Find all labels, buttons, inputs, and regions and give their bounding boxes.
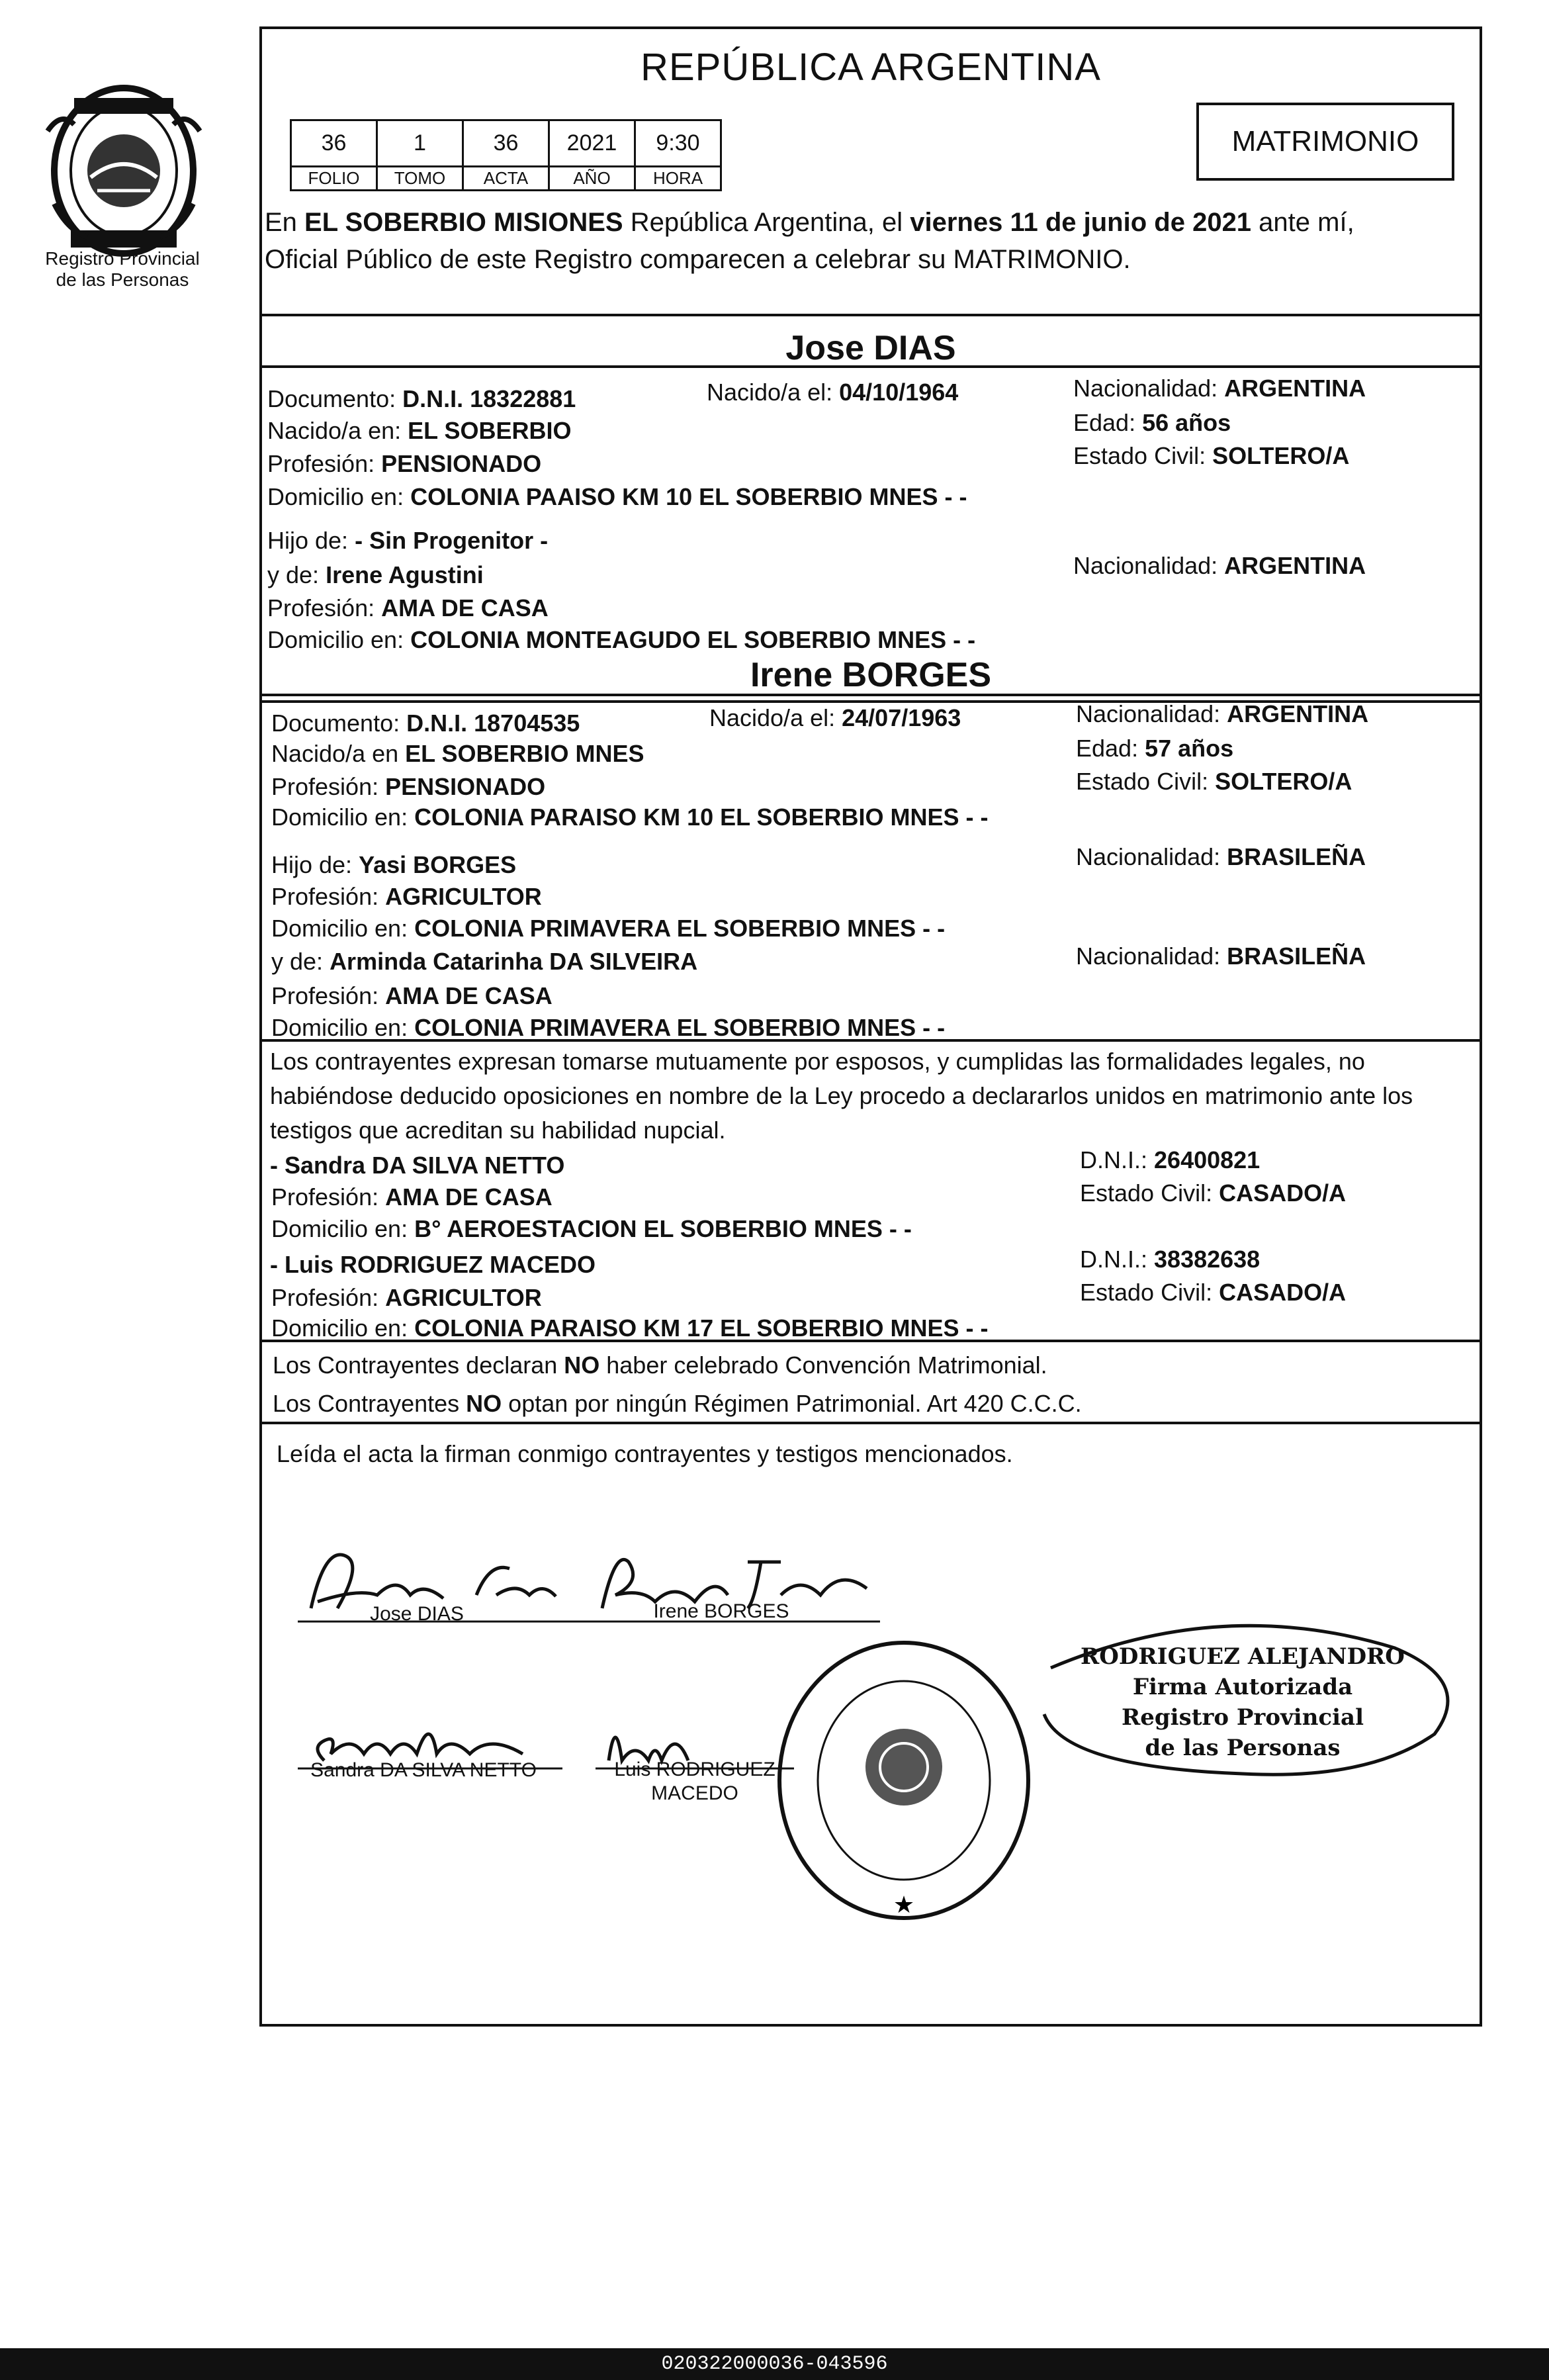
regime-line2 [273,1390,1082,1418]
label: Profesión: [271,982,379,1009]
round-official-stamp-icon [772,1635,1036,1926]
label: Nacido/a el: [709,704,836,731]
spouse2-mother-profession [271,982,553,1010]
spouse1-name: Jose DIAS [785,329,956,367]
label: Domicilio en: [271,803,408,831]
label: Domicilio en: [271,1215,408,1242]
spouse2-age [1076,735,1233,762]
intro-text-part: En [265,208,305,237]
spouse2-father [271,851,516,879]
value: 24/07/1963 [842,704,961,731]
spouse2-father-address [271,915,945,942]
folio-table [290,119,722,191]
text: Los Contrayentes [273,1390,466,1417]
acta-value: 36 [463,120,549,167]
spouse1-birthplace [267,417,572,445]
spouse1-mother-address [267,626,975,654]
value: D.N.I. 18704535 [406,709,580,737]
value: AMA DE CASA [385,982,553,1009]
regime-line1 [273,1351,1047,1379]
declaration-text: Los contrayentes expresan tomarse mutuamente por esposos, y cumplidas las formalidades legales, no habiéndose deducido oposiciones en nombre de la Ley procedo a declararlos unidos en matrimonio ante los testigos que acreditan su habilidad nupcial. [270,1048,1413,1144]
label: D.N.I.: [1080,1146,1148,1173]
value: Irene Agustini [326,561,484,588]
spouse2-profession [271,773,545,801]
intro-text-part: República Argentina, el [623,208,910,237]
divider [259,314,1482,316]
label: Nacido/a el: [707,379,833,406]
value: SOLTERO/A [1215,768,1352,795]
label: Nacido/a en: [267,417,402,444]
value: BRASILEÑA [1227,843,1366,870]
value: AGRICULTOR [385,1284,542,1311]
intro-text-part: ante mí, [1251,208,1354,237]
label: D.N.I.: [1080,1246,1148,1273]
spouse1-mother-nationality [1073,552,1366,580]
stamp-line: RODRIGUEZ ALEJANDRO [1081,1643,1405,1670]
spouse2-mother-address [271,1014,945,1042]
label: Profesión: [267,450,375,477]
stamp-line: Registro Provincial [1122,1704,1364,1731]
label: Domicilio en: [271,1314,408,1342]
value: COLONIA PRIMAVERA EL SOBERBIO MNES - - [414,1014,946,1041]
value: COLONIA PRIMAVERA EL SOBERBIO MNES - - [414,915,946,942]
spouse2-civil-status [1076,768,1352,796]
witness1-civil-status [1080,1179,1346,1207]
value: SOLTERO/A [1212,442,1350,469]
label-line: MACEDO [651,1782,738,1804]
label: Edad: [1073,409,1136,436]
closing-text: Leída el acta la firman conmigo contrayentes y testigos mencionados. [277,1440,1013,1467]
value: COLONIA PARAISO KM 17 EL SOBERBIO MNES - - [414,1314,989,1342]
label: Nacionalidad: [1076,700,1221,727]
label: Profesión: [267,594,375,621]
label: Edad: [1076,735,1139,762]
stamp-line: de las Personas [1145,1735,1341,1761]
value: B° AEROESTACION EL SOBERBIO MNES - - [414,1215,912,1242]
witness1-dni [1080,1146,1260,1174]
document-type-box: MATRIMONIO [1196,103,1454,181]
provincial-seal-icon [34,71,213,263]
value: Arminda Catarinha DA SILVEIRA [330,948,698,975]
spouse1-address [267,483,967,511]
text-bold: NO [466,1390,502,1417]
spouse2-birthplace [271,740,644,768]
label: Documento: [267,385,396,412]
spouse2-father-profession [271,883,542,911]
label: y de: [267,561,320,588]
label: Estado Civil: [1073,442,1206,469]
divider [259,1422,1482,1424]
value: 56 años [1142,409,1231,436]
value: COLONIA PAAISO KM 10 EL SOBERBIO MNES - - [410,483,967,510]
footer-code: 020322000036-043596 [0,2348,1549,2380]
witness2-name [270,1251,596,1279]
spouse1-birth [707,379,958,406]
stamp-line: Firma Autorizada [1132,1674,1353,1700]
label: Nacido/a en [271,740,399,767]
value: ARGENTINA [1224,552,1366,579]
label: y de: [271,948,324,975]
label: Documento: [271,709,400,737]
spouse1-age [1073,409,1231,437]
value: D.N.I. 18322881 [402,385,576,412]
spouse1-civil-status [1073,442,1349,470]
intro-place: EL SOBERBIO MISIONES [304,208,623,237]
value: COLONIA PARAISO KM 10 EL SOBERBIO MNES - - [414,803,989,831]
spouse2-mother-nationality [1076,942,1366,970]
tomo-label: TOMO [377,167,463,191]
label: Estado Civil: [1076,768,1209,795]
witness2-address [271,1314,989,1342]
label: Profesión: [271,1183,379,1211]
label: Domicilio en: [271,1014,408,1041]
spouse1-mother [267,561,484,589]
text: Los Contrayentes declaran [273,1351,564,1379]
label: Nacionalidad: [1076,843,1221,870]
value: AMA DE CASA [381,594,549,621]
spouse2-nationality [1076,700,1368,728]
svg-text:★: ★ [893,1892,915,1919]
label: Profesión: [271,883,379,910]
spouse1-nationality [1073,375,1366,402]
witness1-address [271,1215,912,1243]
value: PENSIONADO [381,450,542,477]
label: Nacionalidad: [1076,942,1221,970]
spouse1-document [267,385,576,413]
spouse1-profession [267,450,541,478]
official-stamp-text [1071,1641,1415,1763]
value: CASADO/A [1219,1279,1347,1306]
witness2-civil-status [1080,1279,1346,1306]
spouse2-father-nationality [1076,843,1366,871]
spouse2-document [271,709,580,737]
label: Hijo de: [267,527,349,554]
witness2-dni [1080,1246,1260,1273]
value: 57 años [1145,735,1234,762]
value: EL SOBERBIO MNES [405,740,644,767]
value: 04/10/1964 [839,379,959,406]
intro-date: viernes 11 de junio de 2021 [910,208,1252,237]
page-title: REPÚBLICA ARGENTINA [641,46,1101,89]
label: Estado Civil: [1080,1179,1213,1207]
value: - Sin Progenitor - [355,527,549,554]
witness1-name [270,1152,564,1179]
spouse2-birth [709,704,961,732]
signature-label-witness1: Sandra DA SILVA NETTO [310,1759,537,1781]
label: Hijo de: [271,851,353,878]
value: AMA DE CASA [385,1183,553,1211]
spouse2-mother [271,948,697,976]
value: 26400821 [1154,1146,1261,1173]
value: AGRICULTOR [385,883,542,910]
value: COLONIA MONTEAGUDO EL SOBERBIO MNES - - [410,626,976,653]
text: haber celebrado Convención Matrimonial. [599,1351,1047,1379]
value: ARGENTINA [1227,700,1369,727]
intro-line2: Oficial Público de este Registro comparecen a celebrar su MATRIMONIO. [265,245,1131,274]
text-bold: NO [564,1351,600,1379]
signature-label-spouse2: Irene BORGES [653,1600,789,1622]
witness1-profession [271,1183,553,1211]
tomo-value: 1 [377,120,463,167]
ano-value: 2021 [549,120,635,167]
label-line: Luis RODRIGUEZ [614,1759,775,1780]
spouse1-mother-profession [267,594,549,622]
label: Nacionalidad: [1073,552,1218,579]
intro-text [265,204,1476,278]
value: EL SOBERBIO [408,417,572,444]
spouse2-name: Irene BORGES [750,656,992,694]
value: - Sandra DA SILVA NETTO [270,1152,565,1179]
folio-label: FOLIO [291,167,377,191]
label: Profesión: [271,1284,379,1311]
signature-label-witness2 [596,1758,794,1806]
value: - Luis RODRIGUEZ MACEDO [270,1251,596,1278]
label: Domicilio en: [267,626,404,653]
label: Domicilio en: [271,915,408,942]
signature-label-spouse1: Jose DIAS [370,1603,464,1625]
spouse1-father [267,527,548,555]
value: BRASILEÑA [1227,942,1366,970]
logo-caption [20,248,225,291]
logo-caption-line1: Registro Provincial [45,248,200,269]
logo-caption-line2: de las Personas [56,269,189,290]
hora-label: HORA [635,167,721,191]
value: PENSIONADO [385,773,546,800]
acta-label: ACTA [463,167,549,191]
label: Domicilio en: [267,483,404,510]
value: Yasi BORGES [359,851,517,878]
label: Profesión: [271,773,379,800]
value: CASADO/A [1219,1179,1347,1207]
spouse2-address [271,803,989,831]
value: 38382638 [1154,1246,1261,1273]
folio-value: 36 [291,120,377,167]
label: Nacionalidad: [1073,375,1218,402]
ano-label: AÑO [549,167,635,191]
label: Estado Civil: [1080,1279,1213,1306]
witness2-profession [271,1284,542,1312]
hora-value: 9:30 [635,120,721,167]
value: ARGENTINA [1224,375,1366,402]
text: optan por ningún Régimen Patrimonial. Art 420 C.C.C. [502,1390,1082,1417]
